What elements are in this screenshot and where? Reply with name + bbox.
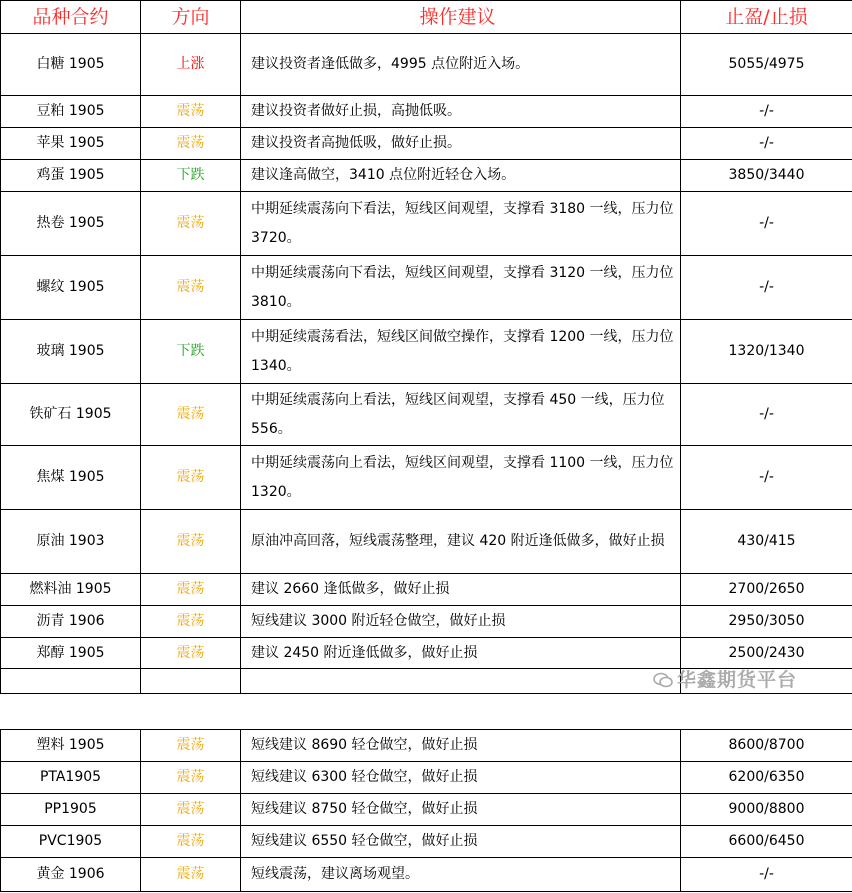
advice-cell: 中期延续震荡向上看法，短线区间观望，支撑看 1100 一线，压力位 1320。 [241, 446, 681, 510]
table-row [1, 574, 852, 606]
table-row [1, 320, 852, 384]
advice-cell: 中期延续震荡向下看法，短线区间观望，支撑看 3120 一线，压力位 3810。 [241, 256, 681, 320]
direction-cell: 震荡 [141, 606, 241, 638]
variety-cell: 鸡蛋 1905 [1, 160, 141, 192]
advice-cell: 短线建议 6300 轻仓做空，做好止损 [241, 762, 681, 794]
variety-cell: 热卷 1905 [1, 192, 141, 256]
table-row [1, 826, 852, 858]
advice-cell: 短线震荡，建议离场观望。 [241, 858, 681, 892]
stop-cell: 6600/6450 [681, 826, 852, 858]
stop-cell: -/- [681, 384, 852, 446]
direction-cell: 下跌 [141, 320, 241, 384]
table-row [1, 762, 852, 794]
variety-cell: 豆粕 1905 [1, 96, 141, 128]
table-row [1, 192, 852, 256]
table-row [1, 256, 852, 320]
variety-cell: PVC1905 [1, 826, 141, 858]
stop-cell: -/- [681, 446, 852, 510]
stop-cell: 2700/2650 [681, 574, 852, 606]
table-gap [0, 712, 852, 729]
header-variety: 品种合约 [1, 1, 141, 34]
direction-cell: 震荡 [141, 638, 241, 669]
direction-cell: 震荡 [141, 96, 241, 128]
advice-cell: 建议投资者高抛低吸，做好止损。 [241, 128, 681, 160]
advice-cell: 建议逢高做空，3410 点位附近轻仓入场。 [241, 160, 681, 192]
stop-cell: -/- [681, 858, 852, 892]
variety-cell: 白糖 1905 [1, 34, 141, 96]
blank-cell [141, 669, 241, 694]
table-row [1, 160, 852, 192]
advice-cell: 中期延续震荡向下看法，短线区间观望，支撑看 3180 一线，压力位 3720。 [241, 192, 681, 256]
stop-cell: 430/415 [681, 510, 852, 574]
header-advice: 操作建议 [241, 1, 681, 34]
variety-cell: 燃料油 1905 [1, 574, 141, 606]
blank-cell [1, 669, 141, 694]
direction-cell: 震荡 [141, 858, 241, 892]
table-row [1, 794, 852, 826]
stop-cell: -/- [681, 256, 852, 320]
watermark [653, 665, 797, 692]
direction-cell: 震荡 [141, 730, 241, 762]
stop-cell: 1320/1340 [681, 320, 852, 384]
table-row [1, 384, 852, 446]
advice-cell: 短线建议 8750 轻仓做空，做好止损 [241, 794, 681, 826]
direction-cell: 上涨 [141, 34, 241, 96]
direction-cell: 震荡 [141, 446, 241, 510]
header-stop: 止盈/止损 [681, 1, 852, 34]
advice-cell: 建议投资者逢低做多，4995 点位附近入场。 [241, 34, 681, 96]
table-header-row [1, 1, 852, 34]
variety-cell: 焦煤 1905 [1, 446, 141, 510]
variety-cell: 苹果 1905 [1, 128, 141, 160]
advice-cell: 中期延续震荡看法，短线区间做空操作，支撑看 1200 一线，压力位 1340。 [241, 320, 681, 384]
variety-cell: 郑醇 1905 [1, 638, 141, 669]
stop-cell: -/- [681, 96, 852, 128]
advice-cell: 建议 2660 逢低做多，做好止损 [241, 574, 681, 606]
direction-cell: 震荡 [141, 762, 241, 794]
direction-cell: 震荡 [141, 510, 241, 574]
stop-cell: 5055/4975 [681, 34, 852, 96]
table-row [1, 96, 852, 128]
advice-cell: 短线建议 3000 附近轻仓做空，做好止损 [241, 606, 681, 638]
blank-cell [241, 669, 681, 694]
stop-cell: -/- [681, 192, 852, 256]
header-direction: 方向 [141, 1, 241, 34]
table-row [1, 34, 852, 96]
stop-cell: -/- [681, 128, 852, 160]
stop-cell: 9000/8800 [681, 794, 852, 826]
stop-cell: 3850/3440 [681, 160, 852, 192]
advice-cell: 短线建议 6550 轻仓做空，做好止损 [241, 826, 681, 858]
variety-cell: 铁矿石 1905 [1, 384, 141, 446]
direction-cell: 震荡 [141, 192, 241, 256]
direction-cell: 震荡 [141, 256, 241, 320]
variety-cell: PTA1905 [1, 762, 141, 794]
variety-cell: PP1905 [1, 794, 141, 826]
table-row [1, 858, 852, 892]
direction-cell: 震荡 [141, 384, 241, 446]
direction-cell: 震荡 [141, 574, 241, 606]
watermark-text: 华鑫期货平台 [677, 669, 798, 691]
variety-cell: 沥青 1906 [1, 606, 141, 638]
variety-cell: 螺纹 1905 [1, 256, 141, 320]
table-row [1, 128, 852, 160]
direction-cell: 下跌 [141, 160, 241, 192]
advice-cell: 中期延续震荡向上看法，短线区间观望，支撑看 450 一线，压力位 556。 [241, 384, 681, 446]
advice-cell: 建议 2450 附近逢低做多，做好止损 [241, 638, 681, 669]
table-row [1, 638, 852, 669]
table-row [1, 510, 852, 574]
advice-cell: 原油冲高回落，短线震荡整理，建议 420 附近逢低做多，做好止损 [241, 510, 681, 574]
variety-cell: 塑料 1905 [1, 730, 141, 762]
table-row [1, 606, 852, 638]
direction-cell: 震荡 [141, 794, 241, 826]
table-row [1, 730, 852, 762]
stop-cell: 2500/2430 [681, 638, 852, 669]
table-row [1, 446, 852, 510]
advice-cell: 建议投资者做好止损，高抛低吸。 [241, 96, 681, 128]
variety-cell: 黄金 1906 [1, 858, 141, 892]
stop-cell: 8600/8700 [681, 730, 852, 762]
direction-cell: 震荡 [141, 128, 241, 160]
advice-cell: 短线建议 8690 轻仓做空，做好止损 [241, 730, 681, 762]
variety-cell: 原油 1903 [1, 510, 141, 574]
variety-cell: 玻璃 1905 [1, 320, 141, 384]
wechat-icon [653, 672, 673, 688]
direction-cell: 震荡 [141, 826, 241, 858]
strategy-table-bottom [0, 729, 852, 892]
stop-cell: 6200/6350 [681, 762, 852, 794]
stop-cell: 2950/3050 [681, 606, 852, 638]
